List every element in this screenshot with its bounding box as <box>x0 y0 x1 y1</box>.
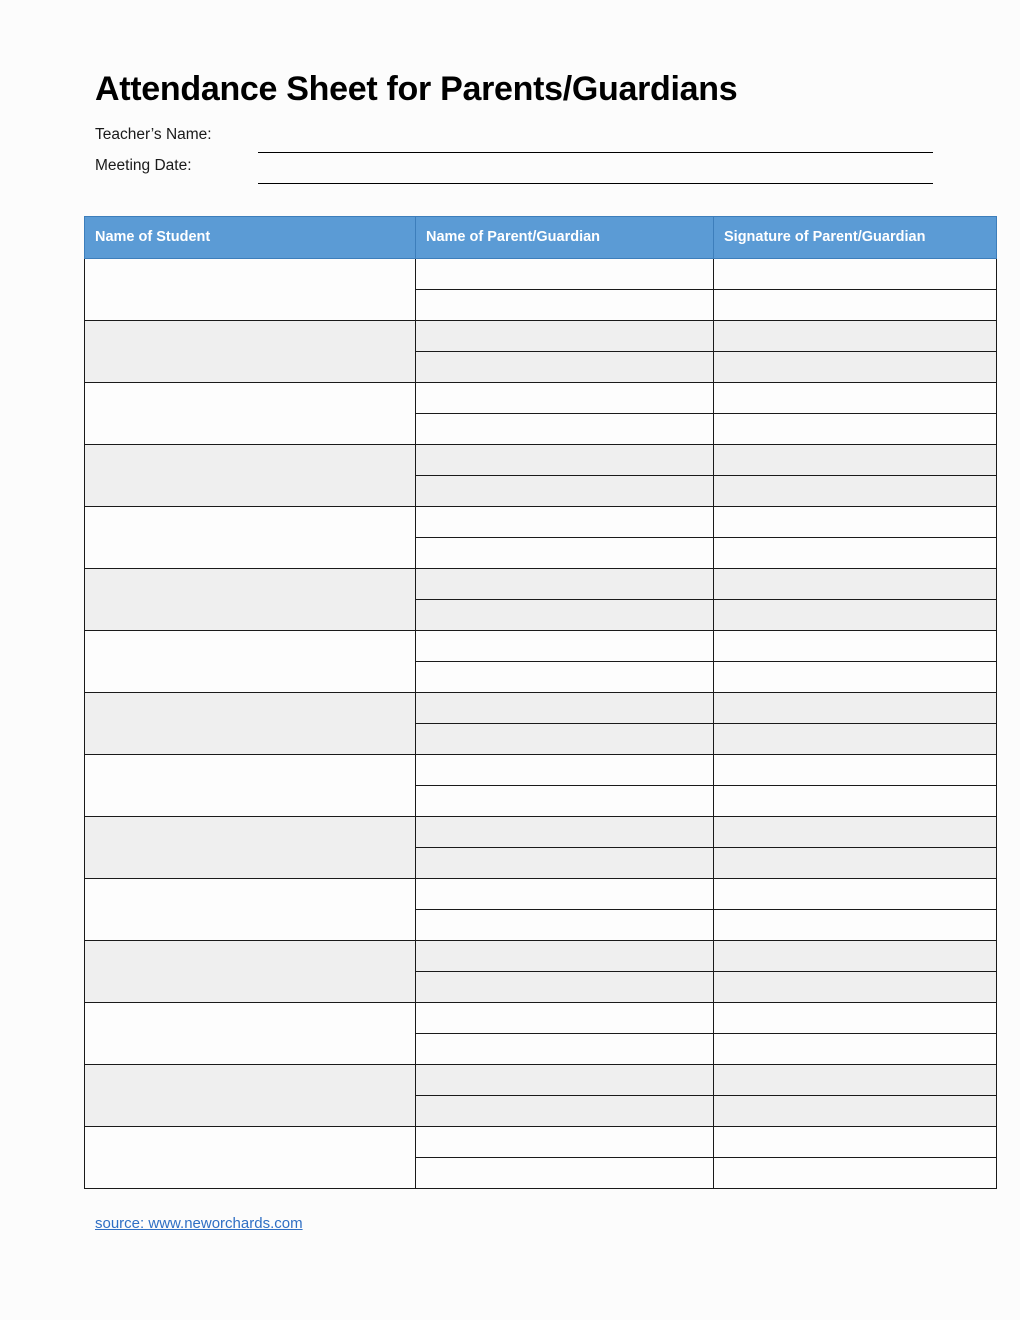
cell-parent-signature[interactable] <box>714 879 997 910</box>
table-row <box>85 259 997 290</box>
cell-student-name[interactable] <box>85 259 416 321</box>
cell-parent-signature[interactable] <box>714 538 997 569</box>
meeting-date-label: Meeting Date: <box>95 157 192 174</box>
cell-parent-signature[interactable] <box>714 662 997 693</box>
cell-parent-name[interactable] <box>416 724 714 755</box>
table-row <box>85 941 997 972</box>
cell-parent-name[interactable] <box>416 755 714 786</box>
cell-parent-signature[interactable] <box>714 631 997 662</box>
cell-parent-name[interactable] <box>416 600 714 631</box>
cell-parent-signature[interactable] <box>714 414 997 445</box>
cell-parent-signature[interactable] <box>714 383 997 414</box>
cell-parent-name[interactable] <box>416 1065 714 1096</box>
cell-parent-signature[interactable] <box>714 321 997 352</box>
cell-parent-signature[interactable] <box>714 1158 997 1189</box>
cell-student-name[interactable] <box>85 1127 416 1189</box>
cell-parent-name[interactable] <box>416 1096 714 1127</box>
cell-parent-signature[interactable] <box>714 724 997 755</box>
table-row <box>85 1003 997 1034</box>
cell-parent-signature[interactable] <box>714 259 997 290</box>
source-link[interactable]: source: www.neworchards.com <box>95 1215 303 1232</box>
cell-parent-name[interactable] <box>416 569 714 600</box>
table-row <box>85 1065 997 1096</box>
cell-parent-signature[interactable] <box>714 445 997 476</box>
column-header-signature: Signature of Parent/Guardian <box>714 217 997 259</box>
cell-parent-signature[interactable] <box>714 507 997 538</box>
cell-parent-signature[interactable] <box>714 290 997 321</box>
table-row <box>85 817 997 848</box>
cell-student-name[interactable] <box>85 693 416 755</box>
cell-parent-name[interactable] <box>416 476 714 507</box>
cell-parent-name[interactable] <box>416 259 714 290</box>
cell-parent-signature[interactable] <box>714 1003 997 1034</box>
cell-parent-name[interactable] <box>416 941 714 972</box>
cell-student-name[interactable] <box>85 879 416 941</box>
cell-parent-name[interactable] <box>416 321 714 352</box>
cell-parent-signature[interactable] <box>714 972 997 1003</box>
cell-parent-name[interactable] <box>416 383 714 414</box>
cell-parent-signature[interactable] <box>714 910 997 941</box>
cell-student-name[interactable] <box>85 383 416 445</box>
table-body <box>85 259 997 1189</box>
cell-student-name[interactable] <box>85 507 416 569</box>
table-row <box>85 321 997 352</box>
cell-parent-name[interactable] <box>416 507 714 538</box>
cell-parent-name[interactable] <box>416 290 714 321</box>
teacher-name-label: Teacher’s Name: <box>95 126 212 143</box>
cell-parent-name[interactable] <box>416 786 714 817</box>
teacher-name-input-line[interactable] <box>258 152 933 153</box>
table-row <box>85 693 997 724</box>
attendance-table <box>84 216 997 1189</box>
cell-student-name[interactable] <box>85 631 416 693</box>
page-title: Attendance Sheet for Parents/Guardians <box>95 70 738 108</box>
cell-parent-signature[interactable] <box>714 848 997 879</box>
cell-parent-name[interactable] <box>416 879 714 910</box>
form-fields <box>95 124 935 186</box>
table-row <box>85 879 997 910</box>
cell-parent-signature[interactable] <box>714 1034 997 1065</box>
table-row <box>85 1127 997 1158</box>
cell-parent-name[interactable] <box>416 972 714 1003</box>
cell-parent-name[interactable] <box>416 538 714 569</box>
cell-student-name[interactable] <box>85 817 416 879</box>
cell-parent-signature[interactable] <box>714 476 997 507</box>
cell-parent-signature[interactable] <box>714 1096 997 1127</box>
cell-parent-name[interactable] <box>416 445 714 476</box>
cell-parent-name[interactable] <box>416 817 714 848</box>
cell-student-name[interactable] <box>85 755 416 817</box>
cell-parent-signature[interactable] <box>714 1065 997 1096</box>
cell-parent-signature[interactable] <box>714 786 997 817</box>
table-row <box>85 507 997 538</box>
cell-parent-name[interactable] <box>416 910 714 941</box>
cell-student-name[interactable] <box>85 445 416 507</box>
table-row <box>85 445 997 476</box>
cell-student-name[interactable] <box>85 1065 416 1127</box>
cell-parent-name[interactable] <box>416 414 714 445</box>
cell-parent-name[interactable] <box>416 1003 714 1034</box>
cell-parent-name[interactable] <box>416 1034 714 1065</box>
cell-student-name[interactable] <box>85 941 416 1003</box>
cell-parent-signature[interactable] <box>714 755 997 786</box>
column-header-parent: Name of Parent/Guardian <box>416 217 714 259</box>
table-row <box>85 383 997 414</box>
cell-parent-signature[interactable] <box>714 600 997 631</box>
cell-parent-signature[interactable] <box>714 569 997 600</box>
cell-parent-name[interactable] <box>416 662 714 693</box>
table-header <box>85 217 997 259</box>
cell-parent-name[interactable] <box>416 631 714 662</box>
meeting-date-row <box>95 155 935 186</box>
cell-parent-name[interactable] <box>416 693 714 724</box>
cell-parent-signature[interactable] <box>714 1127 997 1158</box>
table-row <box>85 755 997 786</box>
teacher-name-row <box>95 124 935 155</box>
table-header-row <box>85 217 997 259</box>
cell-parent-name[interactable] <box>416 848 714 879</box>
cell-parent-signature[interactable] <box>714 352 997 383</box>
cell-student-name[interactable] <box>85 1003 416 1065</box>
cell-parent-name[interactable] <box>416 352 714 383</box>
cell-parent-name[interactable] <box>416 1158 714 1189</box>
cell-parent-name[interactable] <box>416 1127 714 1158</box>
table-row <box>85 631 997 662</box>
column-header-student: Name of Student <box>85 217 416 259</box>
cell-student-name[interactable] <box>85 569 416 631</box>
cell-parent-signature[interactable] <box>714 693 997 724</box>
cell-student-name[interactable] <box>85 321 416 383</box>
cell-parent-signature[interactable] <box>714 941 997 972</box>
meeting-date-input-line[interactable] <box>258 183 933 184</box>
table-row <box>85 569 997 600</box>
cell-parent-signature[interactable] <box>714 817 997 848</box>
